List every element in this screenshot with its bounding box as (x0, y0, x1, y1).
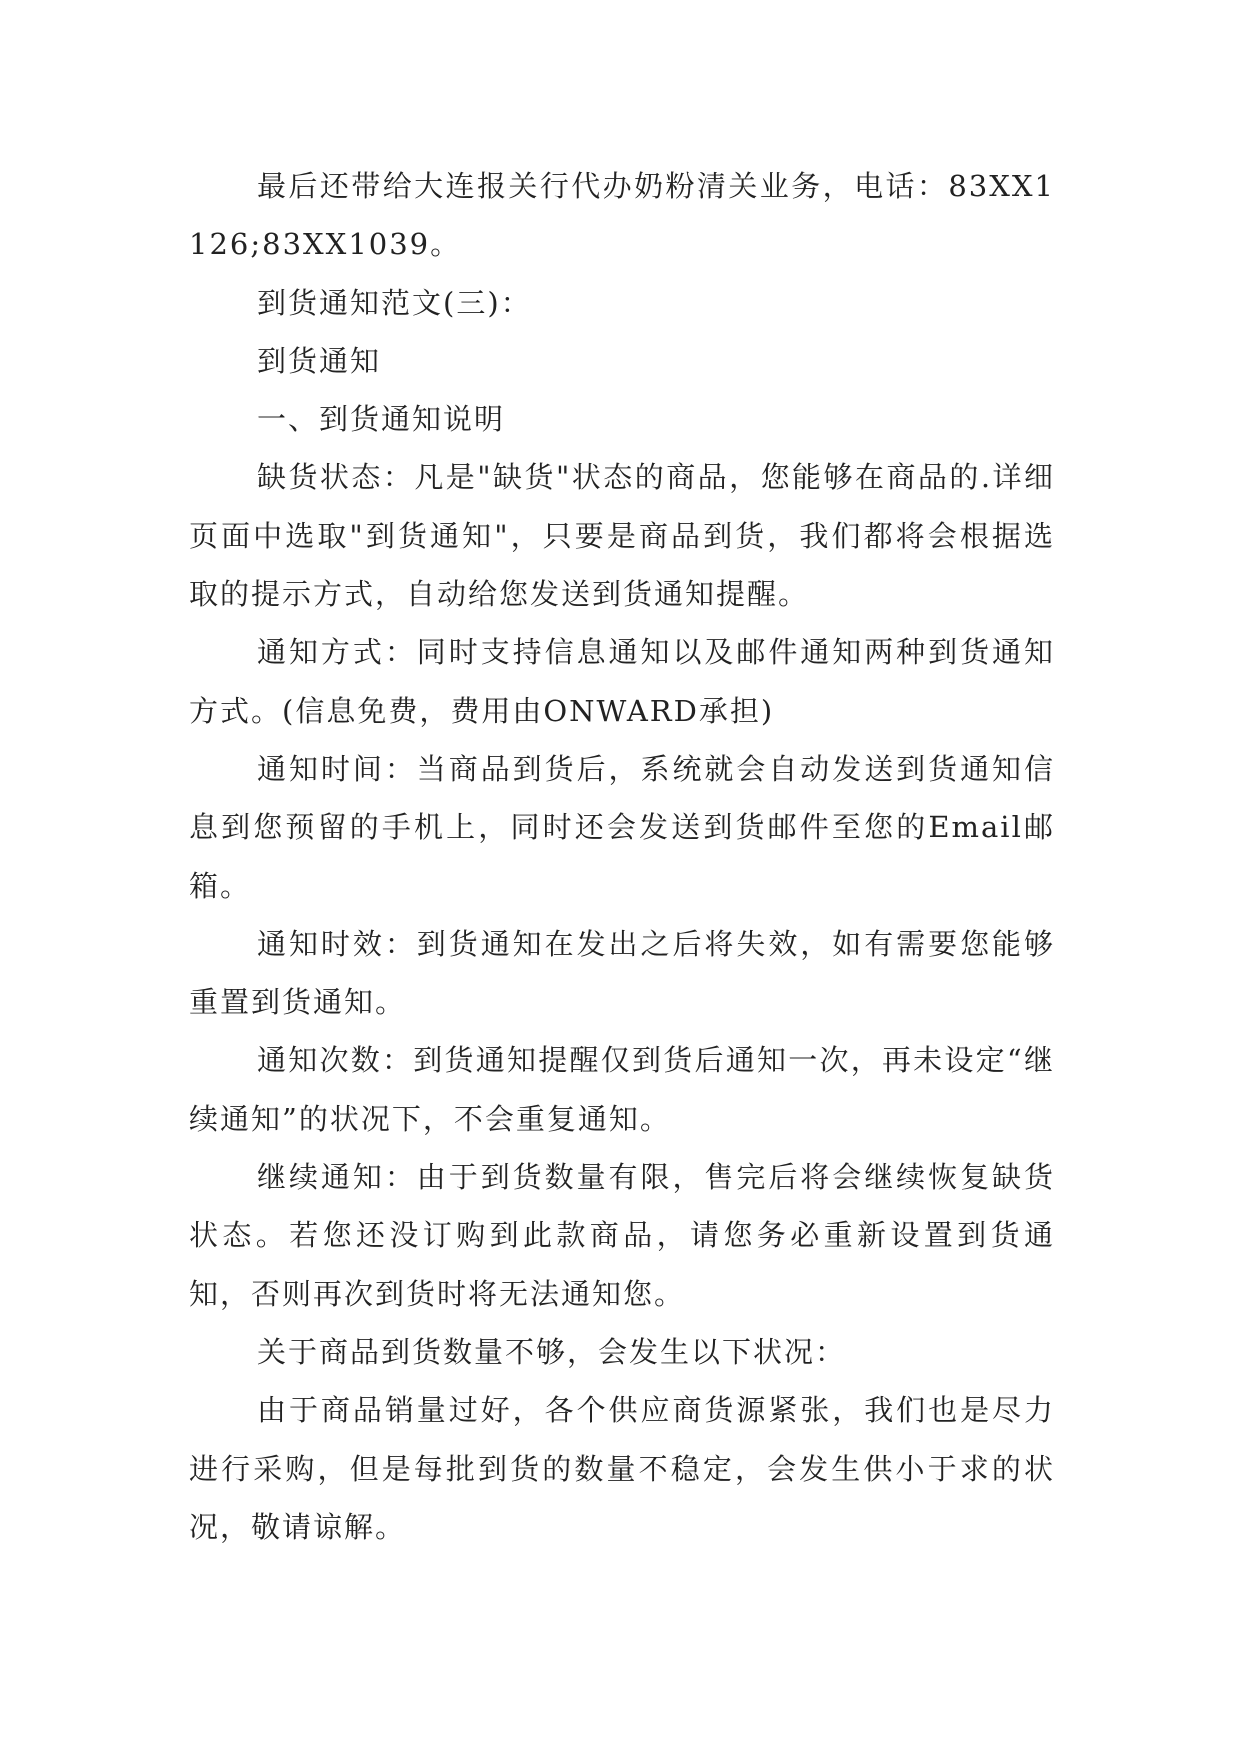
paragraph-sample-heading: 到货通知范文(三)： (257, 285, 532, 320)
paragraph-notify-method: 通知方式：同时支持信息通知以及邮件通知两种到货通知方式。(信息免费，费用由ONWARD承担) (189, 635, 1055, 728)
paragraph-notify-time: 通知时间：当商品到货后，系统就会自动发送到货通知信息到您预留的手机上，同时还会发送到货邮件至您的Email邮箱。 (189, 751, 1055, 903)
paragraph-notify-validity: 通知时效：到货通知在发出之后将失效，如有需要您能够重置到货通知。 (189, 926, 1055, 1020)
paragraph-section-heading: 一、到货通知说明 (257, 402, 506, 437)
paragraph-notice-title: 到货通知 (257, 343, 382, 378)
paragraph-continue-notify: 继续通知：由于到货数量有限，售完后将会继续恢复缺货状态。若您还没订购到此款商品，请您务必重新设置到货通知，否则再次到货时将无法通知您。 (189, 1160, 1055, 1311)
paragraph-customs-contact: 最后还带给大连报关行代办奶粉清关业务，电话：83XX1126;83XX1039。 (189, 169, 1055, 262)
paragraph-notify-count: 通知次数：到货通知提醒仅到货后通知一次，再未设定“继续通知”的状况下，不会重复通知。 (189, 1043, 1055, 1136)
document-body (189, 157, 1055, 1556)
paragraph-shortage-detail: 由于商品销量过好，各个供应商货源紧张，我们也是尽力进行采购，但是每批到货的数量不稳定，会发生供小于求的状况，敬请谅解。 (189, 1393, 1055, 1544)
paragraph-out-of-stock: 缺货状态：凡是"缺货"状态的商品，您能够在商品的.详细页面中选取"到货通知"，只要是商品到货，我们都将会根据选取的提示方式，自动给您发送到货通知提醒。 (189, 460, 1055, 612)
paragraph-shortage-heading: 关于商品到货数量不够，会发生以下状况： (257, 1334, 847, 1369)
